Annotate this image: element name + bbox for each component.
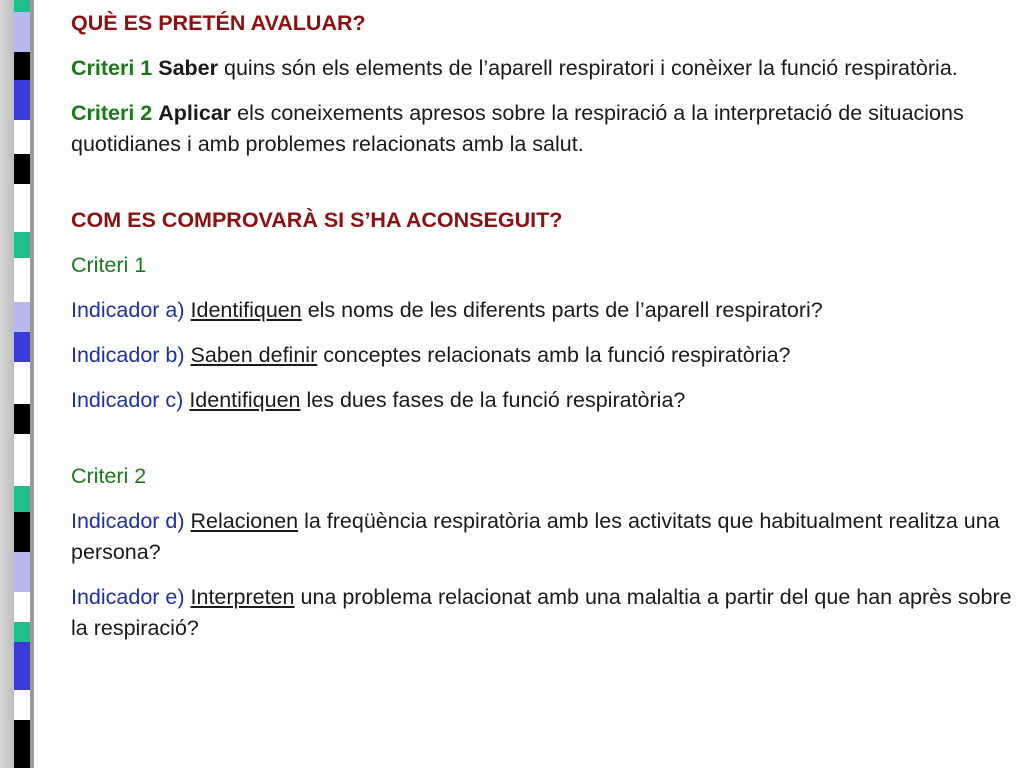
group-1-label — [71, 250, 1016, 281]
stripe-block — [14, 154, 30, 184]
stripe-block — [14, 258, 30, 302]
section-heading-verify — [71, 205, 1016, 236]
stripe-block — [14, 622, 30, 642]
stripe-block — [14, 690, 30, 720]
document-body — [71, 8, 1016, 644]
stripe-block — [14, 434, 30, 486]
stripe-block — [14, 302, 30, 332]
indicator-label: Indicador c) — [71, 388, 184, 412]
stripe-block — [14, 404, 30, 434]
indicator-a — [71, 295, 1016, 326]
stripe-block — [14, 592, 30, 622]
criterion-2-paragraph — [71, 98, 1016, 160]
decorative-side-stripe — [0, 0, 34, 768]
stripe-block — [14, 552, 30, 592]
heading-text: COM ES COMPROVARÀ SI S’HA ACONSEGUIT? — [71, 208, 563, 232]
indicator-verb: Saben definir — [190, 343, 318, 367]
indicator-verb: Identifiquen — [189, 388, 301, 412]
stripe-block — [14, 362, 30, 404]
stripe-block — [14, 52, 30, 80]
indicator-text: la freqüència respiratòria amb les activitats que habitualment realitza una persona? — [71, 509, 1000, 564]
stripe-edge-line — [30, 0, 34, 768]
stripe-block — [14, 120, 30, 154]
indicator-label: Indicador d) — [71, 509, 185, 533]
stripe-block — [14, 12, 30, 52]
heading-text: QUÈ ES PRETÉN AVALUAR? — [71, 11, 366, 35]
stripe-block — [14, 332, 30, 362]
criterion-verb: Aplicar — [158, 101, 232, 125]
stripe-block — [14, 184, 30, 232]
criterion-label: Criteri 1 — [71, 253, 147, 277]
indicator-text: les dues fases de la funció respiratòria? — [306, 388, 686, 412]
indicator-c — [71, 385, 1016, 416]
criterion-text: quins són els elements de l’aparell respiratori i conèixer la funció respiratòria. — [224, 56, 958, 80]
stripe-block — [14, 486, 30, 512]
criterion-text: els coneixements apresos sobre la respiració a la interpretació de situacions quotidianes i amb problemes relacionats amb la salut. — [71, 101, 964, 156]
indicator-label: Indicador e) — [71, 585, 185, 609]
indicator-text: una problema relacionat amb una malaltia a partir del que han après sobre la respiració? — [71, 585, 1012, 640]
indicator-e — [71, 582, 1016, 644]
stripe-color-blocks — [14, 0, 30, 768]
stripe-block — [14, 642, 30, 690]
indicator-verb: Identifiquen — [190, 298, 302, 322]
indicator-verb: Relacionen — [190, 509, 299, 533]
stripe-gray-band — [0, 0, 14, 768]
indicator-text: els noms de les diferents parts de l’aparell respiratori? — [307, 298, 823, 322]
group-2-label — [71, 461, 1016, 492]
indicator-d — [71, 506, 1016, 568]
stripe-block — [14, 512, 30, 552]
indicator-b — [71, 340, 1016, 371]
criterion-label: Criteri 2 — [71, 101, 153, 125]
criterion-verb: Saber — [158, 56, 219, 80]
section-heading-evaluate — [71, 8, 1016, 39]
indicator-label: Indicador a) — [71, 298, 185, 322]
criterion-1-paragraph — [71, 53, 1016, 84]
criterion-label: Criteri 2 — [71, 464, 147, 488]
stripe-block — [14, 232, 30, 258]
stripe-block — [14, 720, 30, 768]
stripe-block — [14, 0, 30, 12]
criterion-label: Criteri 1 — [71, 56, 153, 80]
indicator-label: Indicador b) — [71, 343, 185, 367]
stripe-block — [14, 80, 30, 120]
indicator-verb: Interpreten — [190, 585, 295, 609]
indicator-text: conceptes relacionats amb la funció respiratòria? — [323, 343, 791, 367]
